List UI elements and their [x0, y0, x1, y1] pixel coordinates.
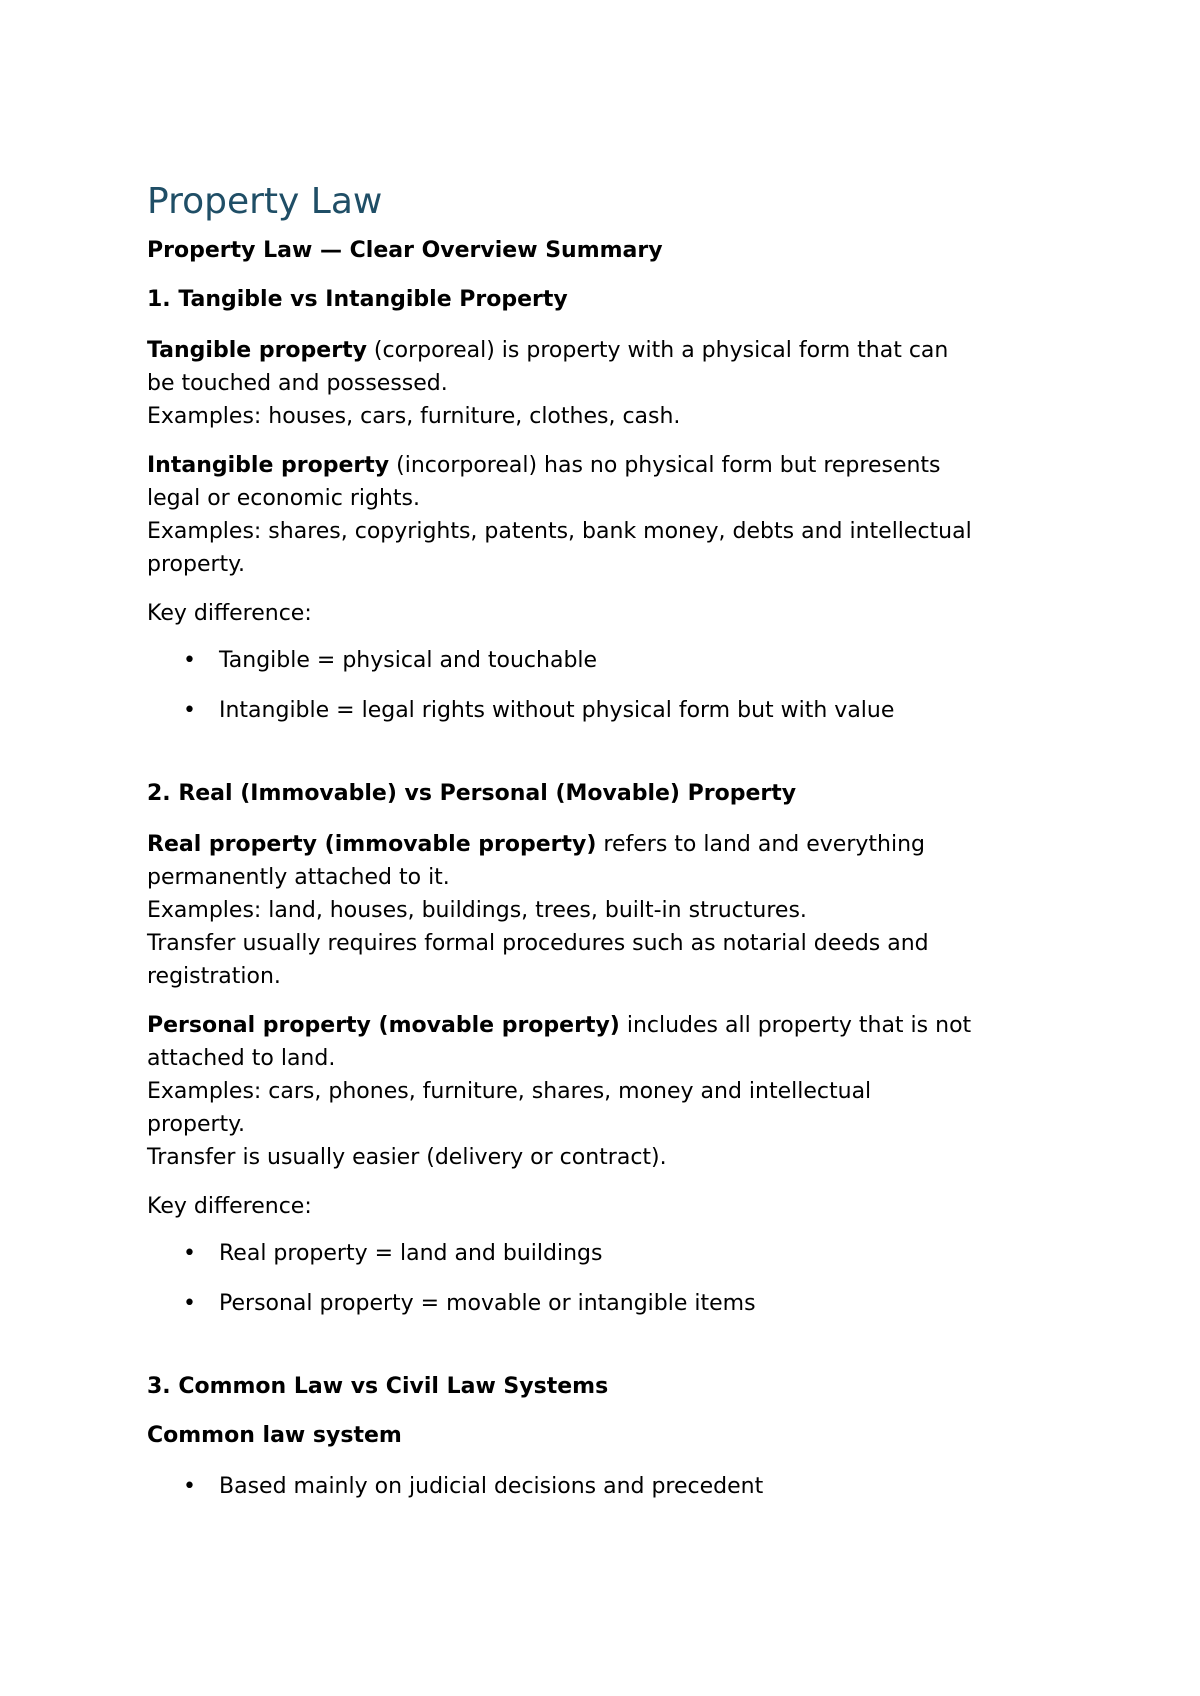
term-intangible: Intangible property: [147, 453, 390, 478]
list-item-text: Personal property = movable or intangible items: [219, 1291, 756, 1316]
list-item-text: Real property = land and buildings: [219, 1241, 603, 1266]
list-item: [147, 694, 1077, 727]
section-heading-3: 3. Common Law vs Civil Law Systems: [147, 1374, 609, 1399]
paragraph-line: property.: [147, 552, 246, 577]
examples-line: Examples: land, houses, buildings, trees, built-in structures.: [147, 898, 807, 923]
paragraph-line: Transfer usually requires formal procedures such as notarial deeds and: [147, 931, 929, 956]
paragraph-line: Transfer is usually easier (delivery or contract).: [147, 1145, 667, 1170]
paragraph-personal-property: [147, 1009, 1077, 1174]
bullet-list: [147, 1237, 1077, 1320]
paragraph-line: legal or economic rights.: [147, 486, 420, 511]
examples-line: Examples: houses, cars, furniture, clothes, cash.: [147, 404, 681, 429]
paragraph-line: attached to land.: [147, 1046, 336, 1071]
examples-line: Examples: shares, copyrights, patents, bank money, debts and intellectual: [147, 519, 972, 544]
list-item: [147, 1470, 1077, 1503]
paragraph-real-property: [147, 828, 1077, 993]
term-tangible: Tangible property: [147, 338, 367, 363]
paragraph-line: permanently attached to it.: [147, 865, 450, 890]
examples-line: Examples: cars, phones, furniture, shares, money and intellectual: [147, 1079, 872, 1104]
list-item: [147, 644, 1077, 677]
document-subtitle: Property Law — Clear Overview Summary: [147, 238, 663, 263]
paragraph-line: registration.: [147, 964, 281, 989]
bullet-icon: •: [183, 698, 196, 723]
bullet-icon: •: [183, 648, 196, 673]
term-personal-property: Personal property (movable property): [147, 1013, 620, 1038]
list-item: [147, 1287, 1077, 1320]
paragraph-line: be touched and possessed.: [147, 371, 448, 396]
page-title: Property Law: [147, 181, 383, 222]
paragraph-text: includes all property that is not: [619, 1013, 972, 1038]
paragraph-text: (incorporeal) has no physical form but represents: [389, 453, 941, 478]
paragraph-intangible: [147, 449, 1077, 581]
section-spacer: [147, 744, 1077, 779]
term-real-property: Real property (immovable property): [147, 832, 597, 857]
list-item-text: Tangible = physical and touchable: [219, 648, 598, 673]
paragraph-tangible: [147, 334, 1077, 433]
sub-heading-common-law: Common law system: [147, 1423, 402, 1448]
paragraph-text: (corporeal) is property with a physical form that can: [366, 338, 949, 363]
key-difference-label: Key difference:: [147, 601, 312, 626]
bullet-icon: •: [183, 1474, 196, 1499]
paragraph-text: refers to land and everything: [596, 832, 925, 857]
document-page: [147, 178, 1077, 1520]
section-spacer: [147, 1337, 1077, 1372]
list-item-text: Intangible = legal rights without physical form but with value: [219, 698, 895, 723]
bullet-list: [147, 1470, 1077, 1503]
paragraph-line: property.: [147, 1112, 246, 1137]
list-item-text: Based mainly on judicial decisions and precedent: [219, 1474, 764, 1499]
section-heading-2: 2. Real (Immovable) vs Personal (Movable) Property: [147, 781, 797, 806]
section-heading-1: 1. Tangible vs Intangible Property: [147, 287, 568, 312]
bullet-list: [147, 644, 1077, 727]
bullet-icon: •: [183, 1291, 196, 1316]
key-difference-label: Key difference:: [147, 1194, 312, 1219]
bullet-icon: •: [183, 1241, 196, 1266]
list-item: [147, 1237, 1077, 1270]
